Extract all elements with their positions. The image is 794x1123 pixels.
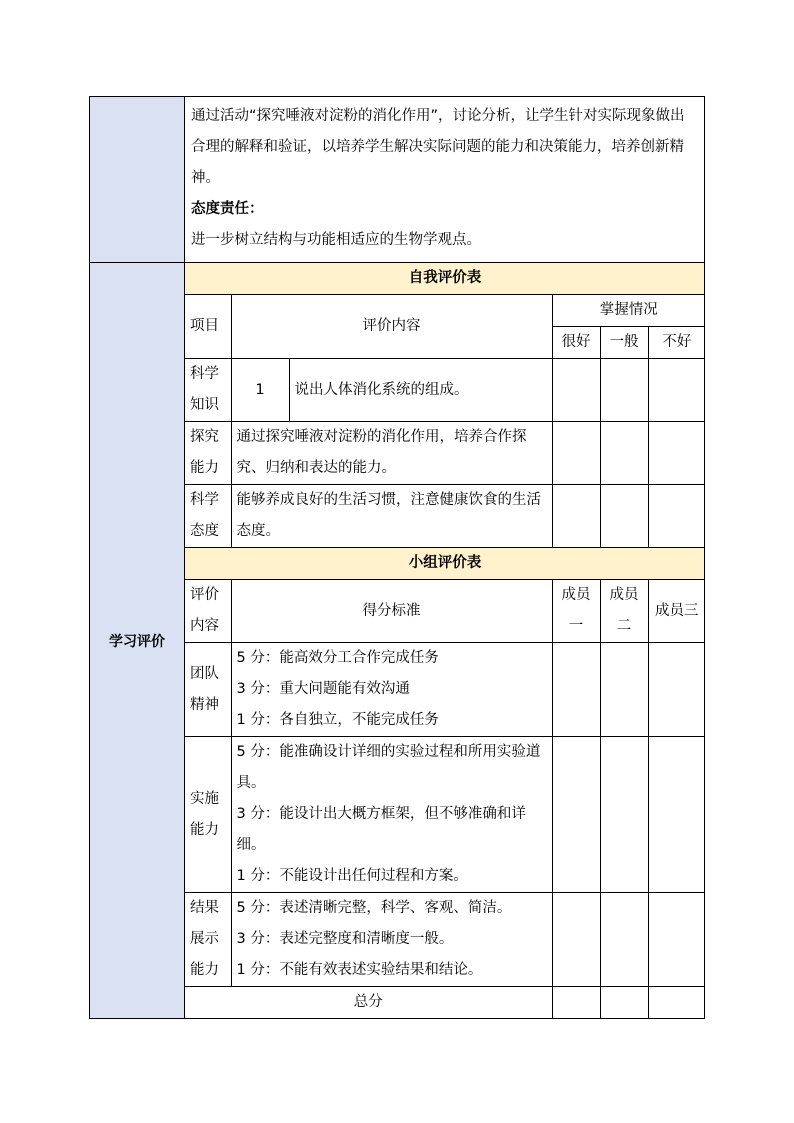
score-cell[interactable] xyxy=(552,643,600,737)
self-content: 说出人体消化系统的组成。 xyxy=(289,359,552,422)
intro-cell xyxy=(185,97,705,263)
mastery-cell[interactable] xyxy=(648,359,705,422)
self-row-inquiry xyxy=(185,422,705,485)
total-cell[interactable] xyxy=(552,987,600,1019)
self-content: 通过探究唾液对淀粉的消化作用，培养合作探究、归纳和表达的能力。 xyxy=(231,422,552,485)
group-col-item: 评价内容 xyxy=(185,580,231,643)
lesson-plan-table xyxy=(89,96,705,1019)
total-cell[interactable] xyxy=(648,987,705,1019)
self-col-mastery: 掌握情况 xyxy=(552,295,705,327)
standard-line: 3 分：能设计出大概方框架，但不够准确和详细。 xyxy=(236,806,526,853)
member-1: 成员一 xyxy=(552,580,600,643)
score-cell[interactable] xyxy=(552,737,600,893)
self-row-attitude xyxy=(185,485,705,548)
standard-line: 1 分：不能设计出任何过程和方案。 xyxy=(236,868,468,884)
mastery-cell[interactable] xyxy=(552,422,600,485)
group-item: 结果展示能力 xyxy=(185,893,231,987)
member-2: 成员二 xyxy=(600,580,648,643)
score-cell[interactable] xyxy=(648,737,705,893)
total-row xyxy=(185,987,705,1019)
total-label: 总分 xyxy=(185,987,552,1019)
section-label-text: 学习评价 xyxy=(109,633,165,650)
standard-line: 5 分：能准确设计详细的实验过程和所用实验道具。 xyxy=(236,744,541,791)
self-item-number: 1 xyxy=(231,359,289,422)
self-row-knowledge xyxy=(185,359,705,422)
group-item: 团队精神 xyxy=(185,643,231,737)
group-row-implementation xyxy=(185,737,705,893)
intro-paragraph: 通过活动“探究唾液对淀粉的消化作用”，讨论分析，让学生针对实际现象做出合理的解释和验证，以培养学生解决实际问题的能力和决策能力，培养创新精神。 xyxy=(191,108,685,186)
evaluation-table xyxy=(185,263,705,1018)
self-eval-title: 自我评价表 xyxy=(185,263,705,295)
attitude-heading: 态度责任： xyxy=(191,201,264,217)
score-cell[interactable] xyxy=(600,893,648,987)
mastery-cell[interactable] xyxy=(552,359,600,422)
mastery-cell[interactable] xyxy=(648,485,705,548)
mastery-cell[interactable] xyxy=(648,422,705,485)
score-cell[interactable] xyxy=(600,737,648,893)
self-col-item: 项目 xyxy=(185,295,231,359)
score-cell[interactable] xyxy=(552,893,600,987)
self-item: 探究能力 xyxy=(185,422,231,485)
level-very-good: 很好 xyxy=(552,327,600,359)
group-row-presentation xyxy=(185,893,705,987)
score-cell[interactable] xyxy=(600,643,648,737)
self-item: 科学态度 xyxy=(185,485,231,548)
mastery-cell[interactable] xyxy=(600,422,648,485)
self-col-content: 评价内容 xyxy=(231,295,552,359)
score-cell[interactable] xyxy=(648,643,705,737)
attitude-text: 进一步树立结构与功能相适应的生物学观点。 xyxy=(191,232,481,248)
group-item: 实施能力 xyxy=(185,737,231,893)
mastery-cell[interactable] xyxy=(552,485,600,548)
mastery-cell[interactable] xyxy=(600,485,648,548)
self-content: 能够养成良好的生活习惯，注意健康饮食的生活态度。 xyxy=(231,485,552,548)
standard-line: 5 分：能高效分工合作完成任务 xyxy=(236,650,439,666)
section-label xyxy=(90,263,185,1019)
standard-line: 5 分：表述清晰完整，科学、客观、简洁。 xyxy=(236,900,512,916)
level-average: 一般 xyxy=(600,327,648,359)
group-eval-title: 小组评价表 xyxy=(185,548,705,580)
standard-line: 3 分：表述完整度和清晰度一般。 xyxy=(236,931,454,947)
section-label-empty xyxy=(90,97,185,263)
standard-line: 1 分：不能有效表述实验结果和结论。 xyxy=(236,962,483,978)
standard-line: 3 分：重大问题能有效沟通 xyxy=(236,681,410,697)
member-3: 成员三 xyxy=(648,580,705,643)
mastery-cell[interactable] xyxy=(600,359,648,422)
group-col-standard: 得分标准 xyxy=(231,580,552,643)
standard-line: 1 分：各自独立，不能完成任务 xyxy=(236,712,439,728)
group-row-teamwork xyxy=(185,643,705,737)
score-cell[interactable] xyxy=(648,893,705,987)
level-poor: 不好 xyxy=(648,327,705,359)
total-cell[interactable] xyxy=(600,987,648,1019)
self-item: 科学知识 xyxy=(185,359,231,422)
